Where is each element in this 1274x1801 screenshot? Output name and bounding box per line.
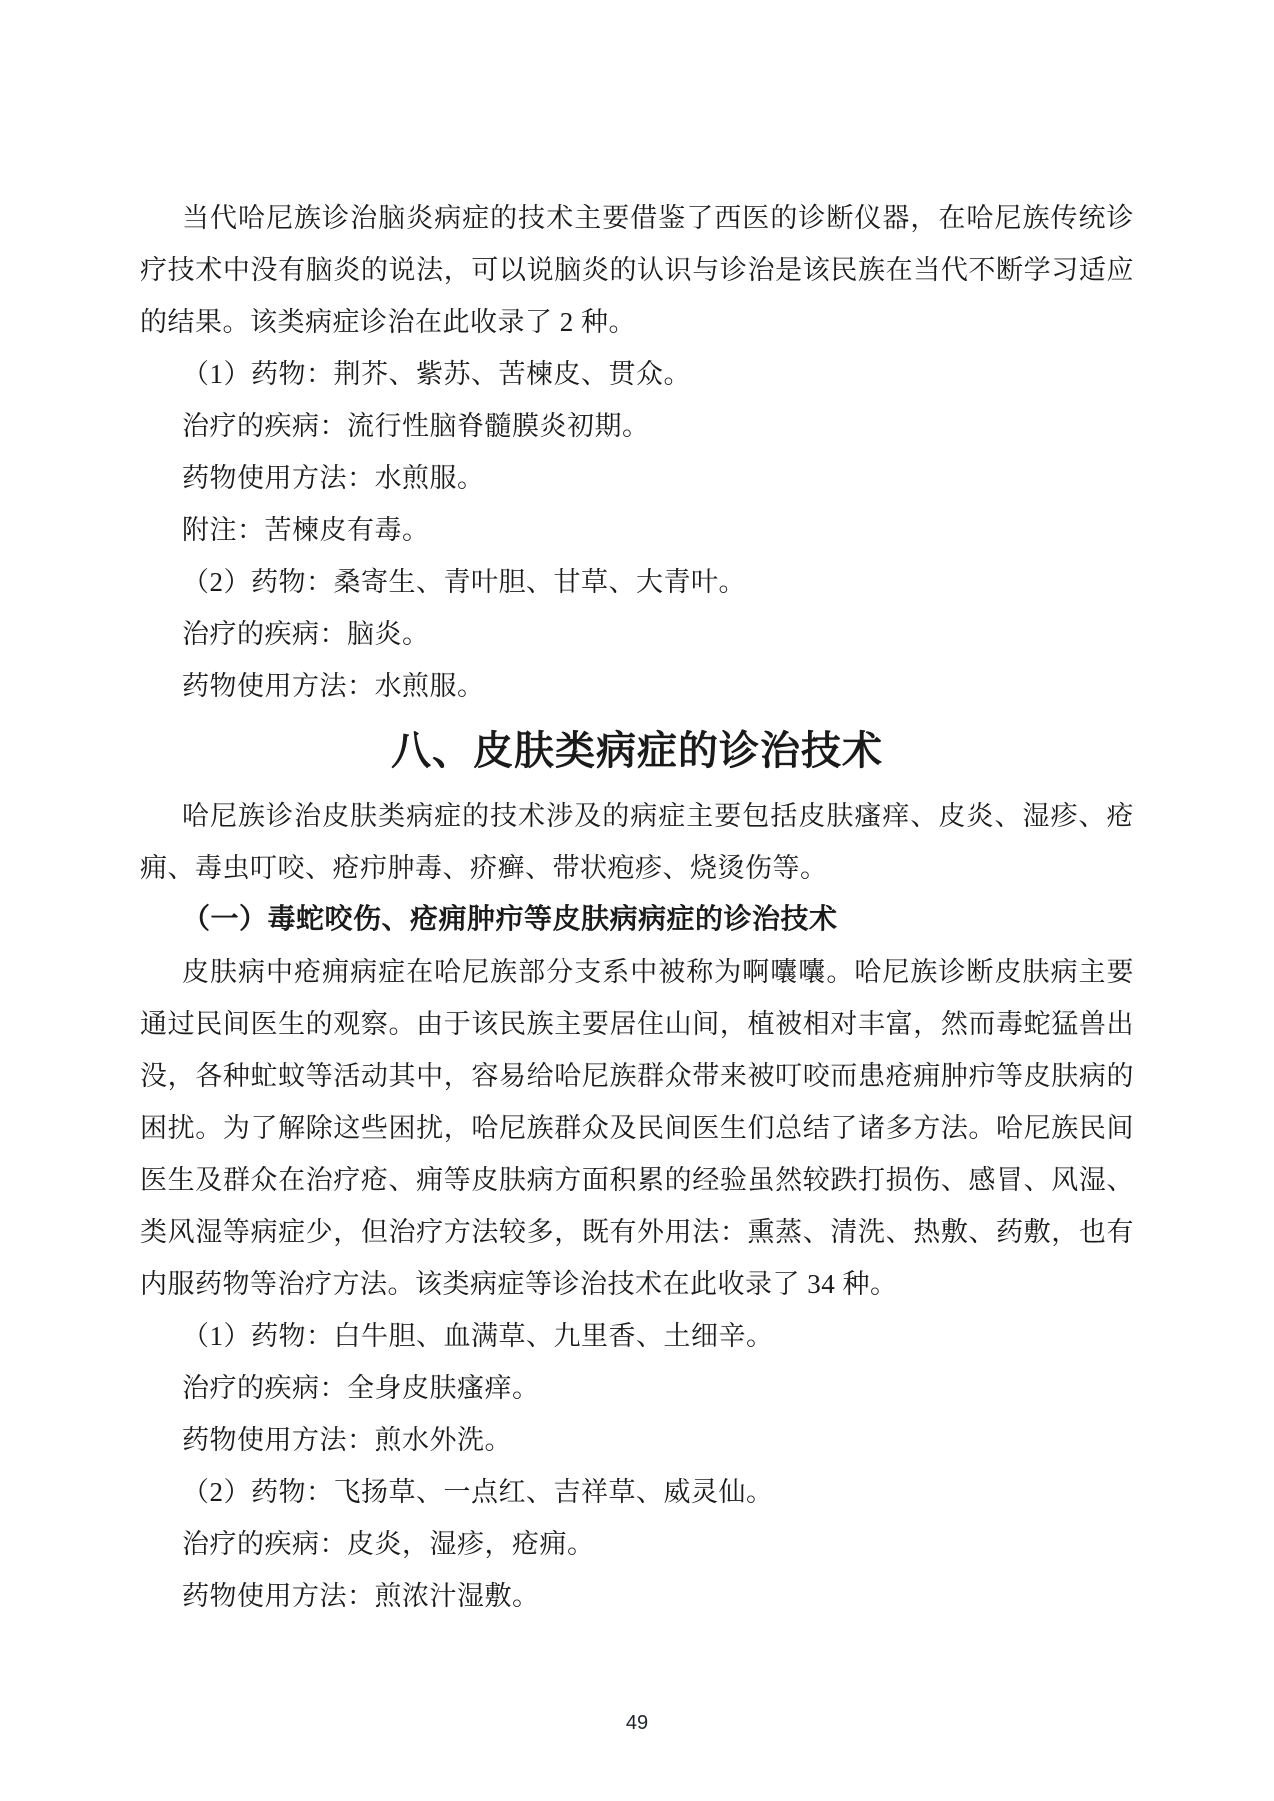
entry-line: 药物使用方法：水煎服。 [182,671,485,701]
entry-line: 治疗的疾病：脑炎。 [182,619,430,649]
entry-line: 药物使用方法：水煎服。 [182,463,485,493]
entry-line: （1）药物：荆芥、紫苏、苦楝皮、贯众。 [182,359,691,389]
entry-line: （1）药物：白牛胆、血满草、九里香、土细辛。 [182,1321,774,1351]
entry-line: 治疗的疾病：流行性脑脊髓膜炎初期。 [182,411,650,441]
entry-line: 药物使用方法：煎浓汁湿敷。 [182,1581,540,1611]
content [140,192,1134,1622]
page-number: 49 [625,1712,649,1734]
entry-line: （2）药物：桑寄生、青叶胆、甘草、大青叶。 [182,567,746,597]
entry-line: 治疗的疾病：全身皮肤瘙痒。 [182,1373,540,1403]
entry-line: 附注：苦楝皮有毒。 [182,515,430,545]
entry-line: （2）药物：飞扬草、一点红、吉祥草、威灵仙。 [182,1477,774,1507]
entry-line: 治疗的疾病：皮炎，湿疹，疮痈。 [182,1529,595,1559]
body-paragraph: 皮肤病中疮痈病症在哈尼族部分支系中被称为啊囔囔。哈尼族诊断皮肤病主要通过民间医生的观察。由于该民族主要居住山间，植被相对丰富，然而毒蛇猛兽出没，各种虻蚊等活动其中，容易给哈尼族群众带来被叮咬而患疮痈肿疖等皮肤病的困扰。为了解除这些困扰，哈尼族群众及民间医生们总结了诸多方法。哈尼族民间医生及群众在治疗疮、痈等皮肤病方面积累的经验虽然较跌打损伤、感冒、风湿、类风湿等病症少，但治疗方法较多，既有外用法：熏蒸、清洗、热敷、药敷，也有内服药物等治疗方法。该类病症等诊治技术在此收录了 34 种。 [140,957,1134,1299]
entry-line: 药物使用方法：煎水外洗。 [182,1425,512,1455]
body-paragraph: 哈尼族诊治皮肤类病症的技术涉及的病症主要包括皮肤瘙痒、皮炎、湿疹、疮痈、毒虫叮咬、疮疖肿毒、疥癣、带状疱疹、烧烫伤等。 [140,801,1134,883]
section-heading: 八、皮肤类病症的诊治技术 [391,728,883,773]
body-paragraph: 当代哈尼族诊治脑炎病症的技术主要借鉴了西医的诊断仪器，在哈尼族传统诊疗技术中没有脑炎的说法，可以说脑炎的认识与诊治是该民族在当代不断学习适应的结果。该类病症诊治在此收录了 2 种。 [140,203,1134,337]
sub-section-heading: （一）毒蛇咬伤、疮痈肿疖等皮肤病病症的诊治技术 [182,904,838,935]
